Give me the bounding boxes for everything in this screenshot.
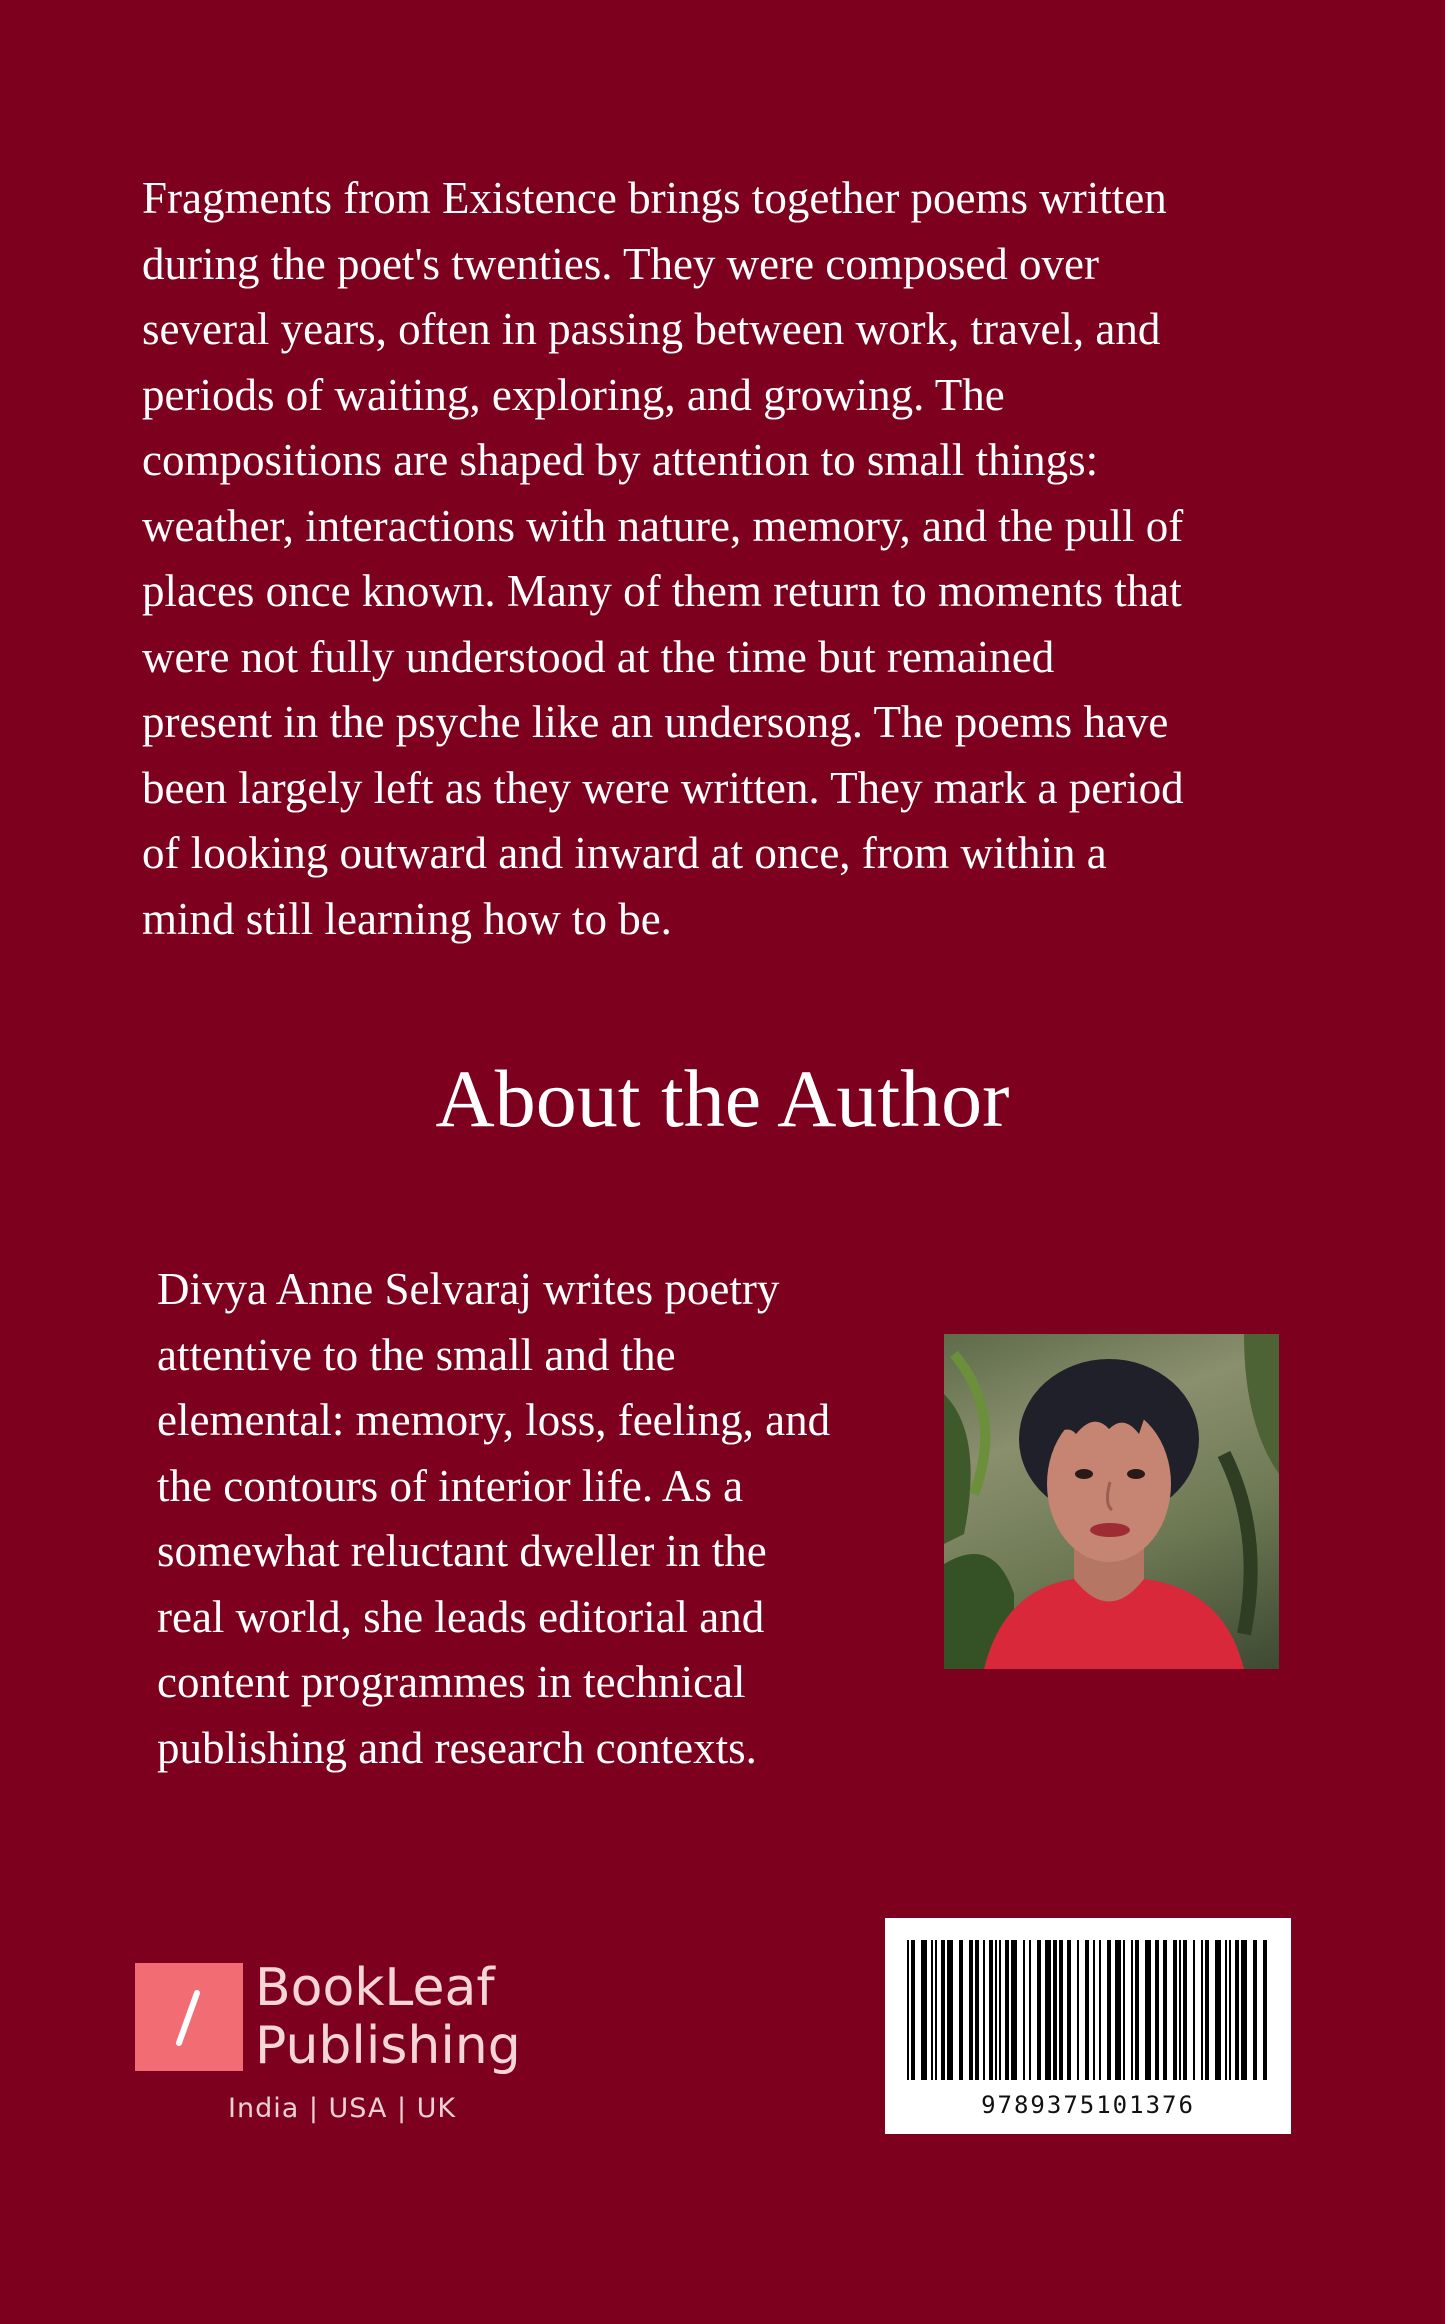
barcode-bar (975, 1940, 979, 2080)
publisher-logo (135, 1958, 555, 2124)
barcode-bar (1093, 1940, 1095, 2080)
bio-line: content programmes in technical (157, 1657, 746, 1707)
barcode-bar (947, 1940, 953, 2080)
barcode-bar (1155, 1940, 1159, 2080)
bio-line: Divya Anne Selvaraj writes poetry (157, 1264, 780, 1314)
bio-line: somewhat reluctant dweller in the (157, 1526, 767, 1576)
barcode-bar (1131, 1940, 1133, 2080)
publisher-name-line: Publishing (255, 2016, 521, 2076)
bio-line: the contours of interior life. As a (157, 1460, 744, 1511)
barcode-bar (1045, 1940, 1051, 2080)
bio-line: real world, she leads editorial and (157, 1591, 765, 1642)
barcode-bar (1115, 1940, 1121, 2080)
barcode-bar (907, 1940, 909, 2080)
barcode-bar (1077, 1940, 1079, 2080)
barcode-bar (1023, 1940, 1025, 2080)
barcode-bar (1053, 1940, 1057, 2080)
barcode-bar (1173, 1940, 1177, 2080)
blurb-line: periods of waiting, exploring, and growing. The (142, 369, 1005, 420)
barcode-bar (1205, 1940, 1209, 2080)
barcode-bar (1235, 1940, 1239, 2080)
publisher-name (255, 1959, 521, 2075)
barcode-bar (1037, 1940, 1041, 2080)
blurb-line: compositions are shaped by attention to small things: (142, 435, 1099, 485)
blurb-line: Fragments from Existence brings together poems written (142, 173, 1167, 223)
about-author-heading: About the Author (435, 1053, 1010, 1144)
barcode-bar (1085, 1940, 1089, 2080)
barcode-bar (1215, 1940, 1221, 2080)
barcode-bar (1145, 1940, 1151, 2080)
barcode-bar (931, 1940, 933, 2080)
publisher-name-line: BookLeaf (255, 1958, 495, 2018)
blurb-line: were not fully understood at the time but remained (142, 631, 1055, 682)
barcode-bar (1135, 1940, 1139, 2080)
blurb-line: during the poet's twenties. They were composed over (142, 238, 1100, 289)
bio-line: publishing and research contexts. (157, 1722, 757, 1773)
barcode-bar (995, 1940, 997, 2080)
barcode-bar (1067, 1940, 1071, 2080)
barcode-bar (911, 1940, 915, 2080)
bio-line: elemental: memory, loss, feeling, and (157, 1395, 831, 1445)
barcode-bars (885, 1918, 1291, 2088)
blurb-line: present in the psyche like an undersong. The poems have (142, 697, 1169, 747)
barcode-bar (1183, 1940, 1187, 2080)
author-bio (157, 1257, 917, 1781)
barcode-bar (1029, 1940, 1031, 2080)
barcode-bar (941, 1940, 945, 2080)
slash-logo-icon (135, 1963, 243, 2071)
barcode-bar (959, 1940, 963, 2080)
author-photo (944, 1334, 1279, 1669)
back-cover-blurb (142, 166, 1322, 952)
publisher-regions: India | USA | UK (228, 2093, 457, 2124)
blurb-line: been largely left as they were written. They mark a period (142, 762, 1184, 813)
barcode-bar (1241, 1940, 1247, 2080)
barcode-bar (921, 1940, 927, 2080)
bio-line: attentive to the small and the (157, 1329, 676, 1380)
barcode-bar (989, 1940, 993, 2080)
barcode-bar (1099, 1940, 1101, 2080)
blurb-line: several years, often in passing between work, travel, and (142, 304, 1161, 354)
barcode-bar (1123, 1940, 1125, 2080)
blurb-line: mind still learning how to be. (142, 893, 672, 944)
barcode-bar (1253, 1940, 1257, 2080)
barcode-bar (999, 1940, 1001, 2080)
barcode-bar (1201, 1940, 1203, 2080)
isbn-barcode (885, 1918, 1291, 2134)
barcode-bar (1011, 1940, 1017, 2080)
barcode-bar (1225, 1940, 1227, 2080)
barcode-bar (1229, 1940, 1231, 2080)
barcode-bar (983, 1940, 985, 2080)
blurb-line: of looking outward and inward at once, from within a (142, 828, 1107, 878)
barcode-bar (1107, 1940, 1111, 2080)
barcode-bar (1005, 1940, 1009, 2080)
barcode-bar (969, 1940, 973, 2080)
barcode-bar (1163, 1940, 1167, 2080)
isbn-number: 9789375101376 (981, 2091, 1195, 2119)
barcode-bar (1263, 1940, 1267, 2080)
blurb-line: weather, interactions with nature, memory, and the pull of (142, 500, 1184, 551)
barcode-bar (1193, 1940, 1195, 2080)
barcode-bar (1179, 1940, 1181, 2080)
barcode-bar (935, 1940, 937, 2080)
barcode-bar (1059, 1940, 1063, 2080)
blurb-line: places once known. Many of them return to moments that (142, 566, 1182, 616)
author-portrait-illustration (944, 1334, 1279, 1669)
